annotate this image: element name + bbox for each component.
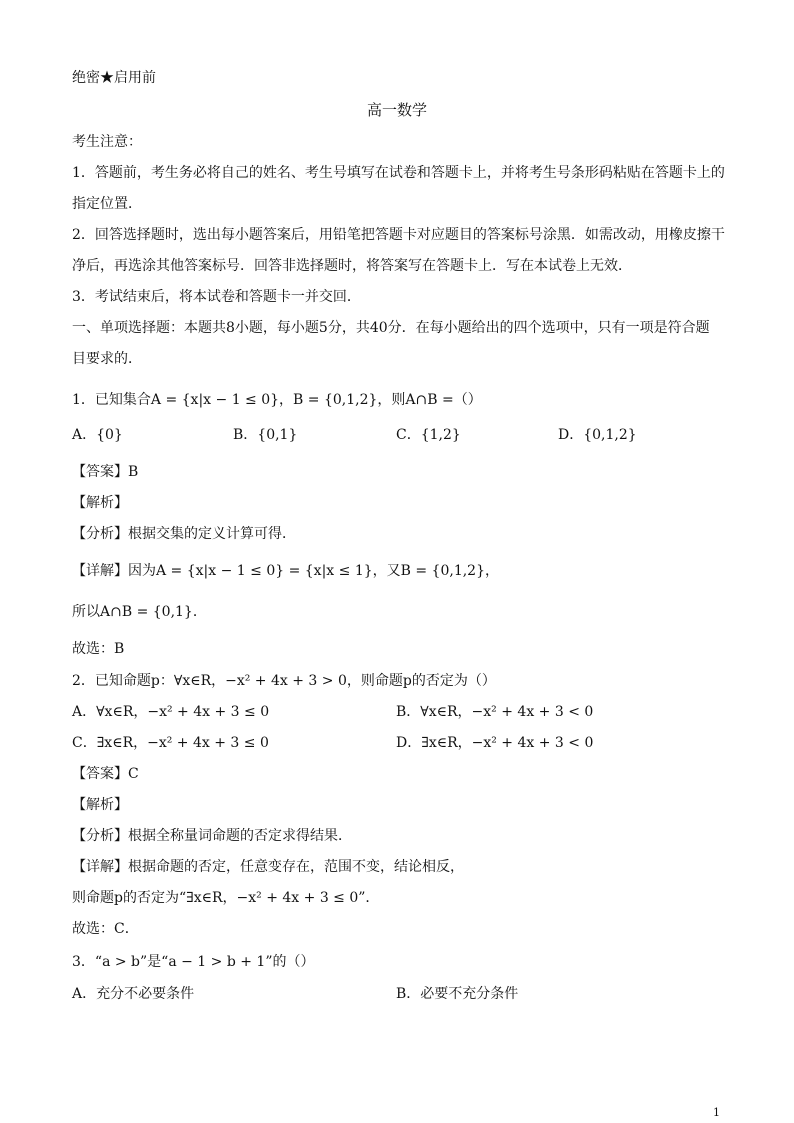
q2-conclusion: 则命题p的否定为“∃x∈R，−x² + 4x + 3 ≤ 0”．: [72, 890, 380, 906]
q1-choice: 故选：B: [72, 641, 125, 657]
notice-item-1-cont: 指定位置．: [72, 196, 142, 212]
notice-item-3: 3．考试结束后，将本试卷和答题卡一并交回．: [72, 289, 361, 305]
q1-option-a: A．{0}: [72, 427, 123, 443]
q3-option-b: B．必要不充分条件: [396, 986, 519, 1002]
section-heading-cont: 目要求的．: [72, 351, 142, 367]
secret-label: 绝密★启用前: [72, 70, 156, 86]
q2-detail: 【详解】根据命题的否定，任意变存在，范围不变，结论相反，: [72, 859, 464, 875]
notice-item-1: 1．答题前，考生务必将自己的姓名、考生号填写在试卷和答题卡上，并将考生号条形码粘贴在答题卡上的: [72, 165, 725, 181]
q1-therefore: 所以A∩B = {0,1}．: [72, 604, 207, 620]
q1-stem: 1．已知集合A = {x|x − 1 ≤ 0}，B = {0,1,2}，则A∩B =（）: [72, 392, 482, 408]
q1-fenxi: 【分析】根据交集的定义计算可得．: [72, 526, 296, 542]
q1-option-c: C．{1,2}: [396, 427, 461, 443]
q3-option-a: A．充分不必要条件: [72, 986, 195, 1002]
q2-fenxi: 【分析】根据全称量词命题的否定求得结果．: [72, 828, 352, 844]
q1-option-d: D．{0,1,2}: [558, 427, 637, 443]
q2-option-a: A．∀x∈R，−x² + 4x + 3 ≤ 0: [72, 704, 270, 720]
page-number: 1: [713, 1106, 720, 1119]
q2-stem: 2．已知命题p：∀x∈R，−x² + 4x + 3 > 0，则命题p的否定为（）: [72, 673, 496, 689]
q2-choice: 故选：C．: [72, 921, 139, 937]
q2-option-b: B．∀x∈R，−x² + 4x + 3 < 0: [396, 704, 594, 720]
notice-item-2-cont: 净后，再选涂其他答案标号．回答非选择题时，将答案写在答题卡上．写在本试卷上无效．: [72, 258, 632, 274]
q2-analysis-label: 【解析】: [72, 797, 128, 813]
q1-answer: 【答案】B: [72, 464, 139, 480]
q2-option-d: D．∃x∈R，−x² + 4x + 3 < 0: [396, 735, 594, 751]
notice-heading: 考生注意：: [72, 134, 142, 150]
q1-option-b: B．{0,1}: [233, 427, 298, 443]
q2-answer: 【答案】C: [72, 766, 139, 782]
notice-item-2: 2．回答选择题时，选出每小题答案后，用铅笔把答题卡对应题目的答案标号涂黑．如需改动，用橡皮擦干: [72, 227, 725, 243]
q2-option-c: C．∃x∈R，−x² + 4x + 3 ≤ 0: [72, 735, 269, 751]
q3-stem: 3．“a > b”是“a − 1 > b + 1”的（）: [72, 954, 315, 970]
q1-detail: 【详解】因为A = {x|x − 1 ≤ 0} = {x|x ≤ 1}，又B = {0,1,2}，: [72, 563, 499, 579]
section-heading: 一、单项选择题：本题共8小题，每小题5分，共40分．在每小题给出的四个选项中，只有一项是符合题: [72, 320, 710, 336]
q1-analysis-label: 【解析】: [72, 495, 128, 511]
exam-title: 高一数学: [366, 101, 427, 119]
